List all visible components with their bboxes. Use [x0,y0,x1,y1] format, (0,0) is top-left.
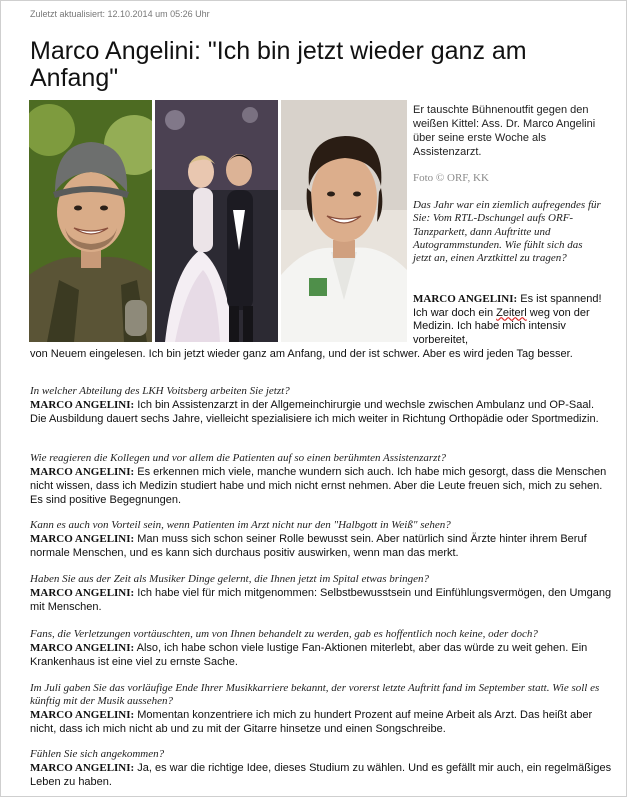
answer-6-text: Also, ich habe schon viele lustige Fan-Aktionen miterlebt, aber das würde zu weit gehen. Ein Krankenhaus ist eine viel zu ernste Sache. [30,642,588,668]
question-6: Fans, die Verletzungen vortäuschten, um von Ihnen behandelt zu werden, gab es hoffentlich noch keine, oder doch? [30,628,538,640]
qa-block-7 [30,682,612,736]
jungle-portrait-image [29,100,152,342]
speaker-label: MARCO ANGELINI: [30,762,135,774]
qa-block-4 [30,519,612,560]
article-title: Marco Angelini: "Ich bin jetzt wieder ganz am Anfang" [30,37,527,92]
speaker-label: MARCO ANGELINI: [30,709,135,721]
last-updated: Zuletzt aktualisiert: 12.10.2014 um 05:26 Uhr [30,9,210,19]
answer-6 [30,641,612,669]
answer-8 [30,761,612,789]
qa-block-3 [30,452,612,507]
question-7: Im Juli gaben Sie das vorläufige Ende Ihrer Musikkarriere bekannt, der vorerst letzte Auftritt fand im September statt. Wie soll es künftig mit der Musik aussehen? [30,682,600,707]
speaker-label: MARCO ANGELINI: [30,642,135,654]
photo-jungle-portrait[interactable] [29,100,152,342]
answer-2-text: Ich bin Assistenzarzt in der Allgemeinchirurgie und wechsle zwischen Ambulanz und OP-Saal. Die Ausbildung dauert sechs Jahre, vielleicht spezialisiere ich mich weiter in Richtung Orthopädie oder Sportmedizin. [30,399,599,425]
dance-couple-image [155,100,278,342]
question-8: Fühlen Sie sich angekommen? [30,748,165,760]
speaker-label: MARCO ANGELINI: [30,587,135,599]
qa-block-6 [30,628,612,669]
answer-2 [30,398,612,426]
qa-block-2 [30,385,612,426]
answer-1-part1: Es ist spannend! Ich war doch ein [413,293,602,319]
qa-block-5 [30,573,612,614]
question-4: Kann es auch von Vorteil sein, wenn Patienten im Arzt nicht nur den "Halbgott in Weiß" sehen? [30,519,451,531]
qa-block-8 [30,748,612,789]
answer-7-text: Momentan konzentriere ich mich zu hundert Prozent auf meine Arbeit als Arzt. Das heißt aber nicht, dass ich mich nicht ab und zu mit der Gitarre hinsetze und einen Songschreibe. [30,709,593,735]
question-1: Das Jahr war ein ziemlich aufregendes für Sie: Vom RTL-Dschungel aufs ORF-Tanzparkett, dann Auftritte und Autogrammstunden. Wie fühlt sich das jetzt an, einen Arztkittel zu tragen? [413,199,601,265]
photo-dance-couple[interactable] [155,100,278,342]
answer-1-zeiterl: Zeiterl [496,306,527,319]
answer-3 [30,465,612,507]
speaker-label: MARCO ANGELINI: [30,399,135,411]
answer-1 [413,293,608,347]
speaker-label: MARCO ANGELINI: [413,293,518,305]
answer-1-part2: weg von der Medizin. Ich habe mich intensiv vorbereitet, [413,306,590,346]
answer-8-text: Ja, es war die richtige Idee, dieses Studium zu wählen. Und es gefällt mir auch, ein regelmäßiges Leben zu haben. [30,762,612,788]
doctor-portrait-image [281,100,407,342]
photo-credit: Foto © ORF, KK [413,172,489,184]
answer-4 [30,532,612,560]
answer-1-continued: von Neuem eingelesen. Ich bin jetzt wieder ganz am Anfang, und der ist schwer. Aber es wird jeden Tag besser. [30,348,573,360]
photo-caption: Er tauschte Bühnenoutfit gegen den weißen Kittel: Ass. Dr. Marco Angelini über seine erste Woche als Assistenzarzt. [413,104,596,158]
answer-3-text: Es erkennen mich viele, manche wundern sich auch. Ich habe mich gesorgt, dass die Menschen nicht wissen, dass ich Medizin studiert habe und mich nicht ernst nehmen. Aber die Leute freuen sich, mich zu sehen. Es sind positive Begegnungen. [30,466,607,506]
photo-doctor-portrait[interactable] [281,100,407,342]
question-2: In welcher Abteilung des LKH Voitsberg arbeiten Sie jetzt? [30,385,290,397]
photo-strip [29,100,407,342]
question-5: Haben Sie aus der Zeit als Musiker Dinge gelernt, die Ihnen jetzt im Spital etwas bringen? [30,573,430,585]
speaker-label: MARCO ANGELINI: [30,466,135,478]
answer-4-text: Man muss sich schon seiner Rolle bewusst sein. Aber natürlich sind Ärzte hinter ihrem Beruf normale Menschen, und es kann sich durchaus positiv auswirken, wenn man das merkt. [30,533,587,559]
question-3: Wie reagieren die Kollegen und vor allem die Patienten auf so einen berühmten Assistenzarzt? [30,452,446,464]
answer-5 [30,586,612,614]
answer-5-text: Ich habe viel für mich mitgenommen: Selbstbewusstsein und Einfühlungsvermögen, den Umgang mit Menschen. [30,587,612,613]
speaker-label: MARCO ANGELINI: [30,533,135,545]
answer-7 [30,708,612,736]
